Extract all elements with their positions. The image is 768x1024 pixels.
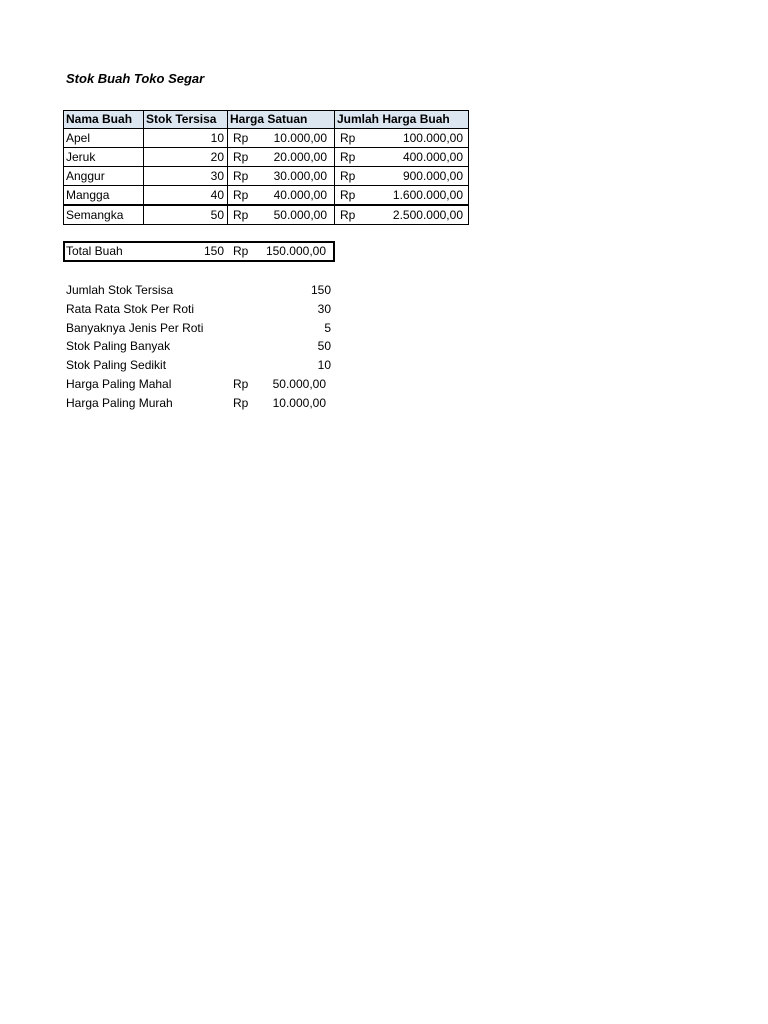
summary-value: 50.000,00: [272, 376, 326, 391]
currency-label: Rp: [340, 188, 356, 202]
harga-satuan-value: 10.000,00: [273, 131, 327, 145]
summary-value: 10.000,00: [272, 395, 326, 410]
cell-stok-tersisa: 50: [144, 205, 228, 225]
cell-stok-tersisa: 20: [144, 148, 228, 167]
harga-satuan-value: 30.000,00: [273, 169, 327, 183]
page-title: Stok Buah Toko Segar: [66, 71, 205, 86]
cell-jumlah-harga-buah: [335, 129, 469, 148]
cell-jumlah-harga-buah: [335, 205, 469, 225]
currency-label: Rp: [233, 150, 249, 164]
cell-jumlah-harga-buah: [335, 148, 469, 167]
summary-row: [66, 319, 334, 338]
summary-row: [66, 356, 334, 375]
table-row: [64, 148, 469, 167]
summary-label: Stok Paling Banyak: [66, 339, 171, 354]
currency-label: Rp: [233, 131, 249, 145]
cell-harga-satuan: [228, 148, 335, 167]
summary-label: Banyaknya Jenis Per Roti: [66, 320, 204, 335]
summary-list: [66, 281, 334, 412]
currency-label: Rp: [340, 208, 356, 222]
summary-value: 50: [317, 339, 331, 354]
summary-label: Harga Paling Murah: [66, 395, 173, 410]
cell-harga-satuan: [228, 205, 335, 225]
currency-label: Rp: [233, 376, 249, 391]
cell-jumlah-harga-buah: [335, 167, 469, 186]
cell-nama-buah: Mangga: [64, 186, 144, 206]
harga-satuan-value: 40.000,00: [273, 188, 327, 202]
total-stok-value: 150: [203, 244, 224, 258]
table-row: [64, 205, 469, 225]
cell-harga-satuan: [228, 167, 335, 186]
total-label: Total Buah: [66, 244, 123, 258]
currency-label: Rp: [233, 395, 249, 410]
summary-row: [66, 281, 334, 300]
header-stok-tersisa: Stok Tersisa: [144, 111, 228, 129]
currency-label: Rp: [233, 188, 249, 202]
harga-satuan-value: 50.000,00: [273, 208, 327, 222]
jumlah-harga-value: 900.000,00: [402, 169, 463, 183]
cell-nama-buah: Jeruk: [64, 148, 144, 167]
total-buah-box: [63, 241, 335, 262]
summary-value: 30: [317, 301, 331, 316]
table-row: [64, 167, 469, 186]
summary-label: Harga Paling Mahal: [66, 376, 172, 391]
jumlah-harga-value: 1.600.000,00: [392, 188, 463, 202]
harga-satuan-value: 20.000,00: [273, 150, 327, 164]
summary-value: 5: [324, 320, 331, 335]
currency-label: Rp: [340, 169, 356, 183]
summary-label: Rata Rata Stok Per Roti: [66, 301, 195, 316]
summary-row: [66, 375, 334, 394]
summary-row: [66, 300, 334, 319]
summary-value: 150: [310, 283, 331, 297]
table-row: [64, 186, 469, 206]
currency-label: Rp: [233, 208, 249, 222]
currency-label: Rp: [233, 169, 249, 183]
total-harga-value: 150.000,00: [265, 244, 326, 258]
cell-nama-buah: Semangka: [64, 205, 144, 225]
summary-value: 10: [317, 358, 331, 372]
currency-label: Rp: [340, 131, 356, 145]
cell-harga-satuan: [228, 129, 335, 148]
cell-stok-tersisa: 10: [144, 129, 228, 148]
summary-row: [66, 394, 334, 413]
summary-label: Stok Paling Sedikit: [66, 358, 167, 372]
cell-stok-tersisa: 30: [144, 167, 228, 186]
cell-jumlah-harga-buah: [335, 186, 469, 206]
table-row: [64, 129, 469, 148]
header-jumlah-harga-buah: Jumlah Harga Buah: [335, 111, 469, 129]
cell-harga-satuan: [228, 186, 335, 206]
currency-label: Rp: [233, 244, 249, 258]
jumlah-harga-value: 400.000,00: [402, 150, 463, 164]
summary-label: Jumlah Stok Tersisa: [66, 283, 174, 297]
summary-row: [66, 337, 334, 356]
currency-label: Rp: [340, 150, 356, 164]
fruit-stock-table: [63, 110, 469, 225]
jumlah-harga-value: 100.000,00: [402, 131, 463, 145]
cell-nama-buah: Anggur: [64, 167, 144, 186]
header-nama-buah: Nama Buah: [64, 111, 144, 129]
header-harga-satuan: Harga Satuan: [228, 111, 335, 129]
cell-stok-tersisa: 40: [144, 186, 228, 206]
cell-nama-buah: Apel: [64, 129, 144, 148]
jumlah-harga-value: 2.500.000,00: [392, 208, 463, 222]
table-header-row: [64, 111, 469, 129]
